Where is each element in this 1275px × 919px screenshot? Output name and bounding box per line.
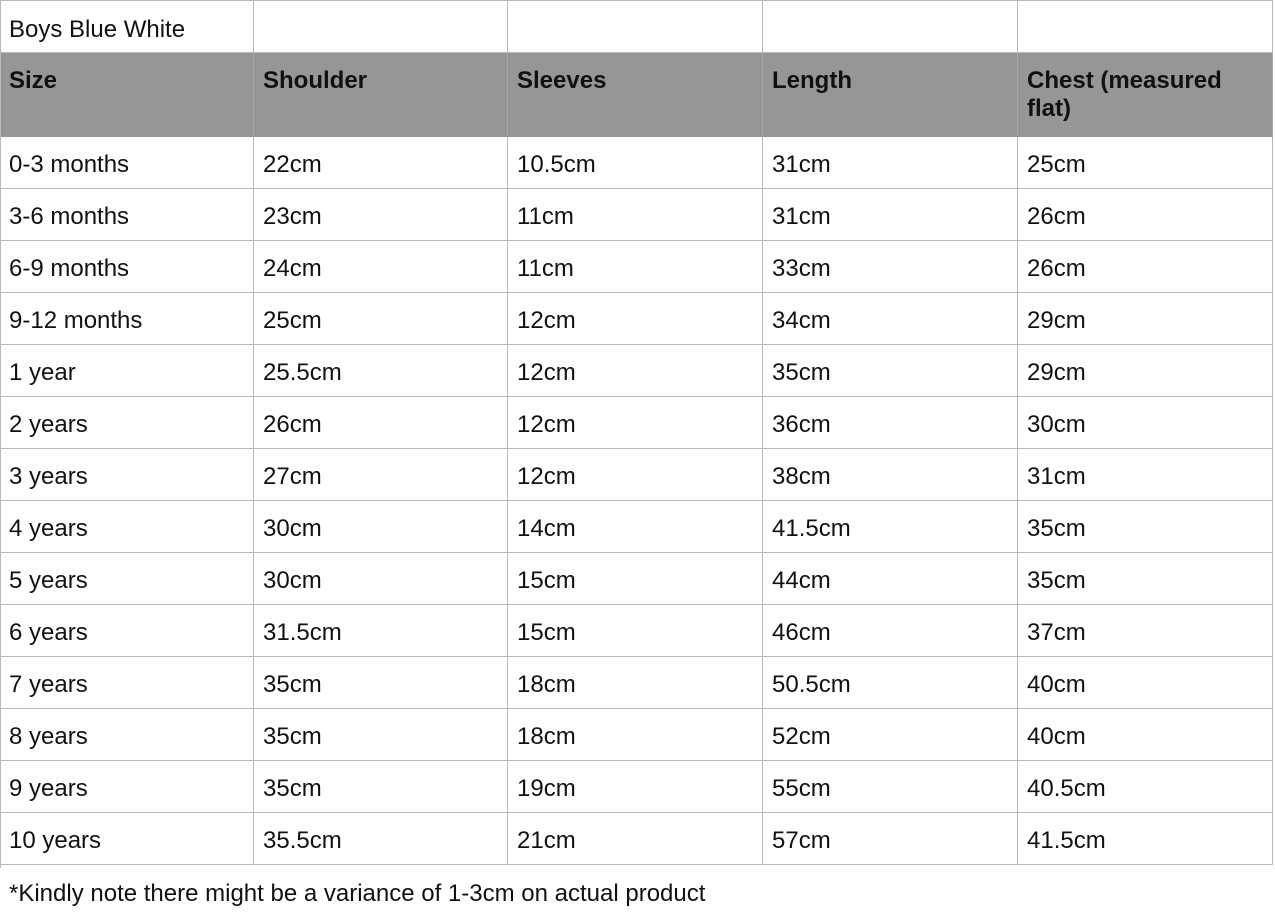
table-row <box>0 761 1273 813</box>
cell-sleeves: 19cm <box>508 761 763 812</box>
cell-chest: 40cm <box>1018 709 1273 760</box>
cell-sleeves: 11cm <box>508 189 763 240</box>
cell-size: 10 years <box>0 813 254 864</box>
cell-chest: 37cm <box>1018 605 1273 656</box>
table-row <box>0 137 1273 189</box>
cell-length: 38cm <box>763 449 1018 500</box>
cell-length: 31cm <box>763 189 1018 240</box>
cell-length: 46cm <box>763 605 1018 656</box>
cell-size: 2 years <box>0 397 254 448</box>
grid-left-border <box>0 0 1 868</box>
cell-size: 0-3 months <box>0 137 254 188</box>
cell-chest: 30cm <box>1018 397 1273 448</box>
cell-chest: 41.5cm <box>1018 813 1273 864</box>
empty-cell <box>1018 1 1273 52</box>
cell-chest: 25cm <box>1018 137 1273 188</box>
cell-sleeves: 18cm <box>508 657 763 708</box>
cell-chest: 26cm <box>1018 241 1273 292</box>
cell-shoulder: 31.5cm <box>254 605 508 656</box>
table-title: Boys Blue White <box>0 1 254 52</box>
cell-sleeves: 11cm <box>508 241 763 292</box>
cell-size: 9-12 months <box>0 293 254 344</box>
cell-length: 44cm <box>763 553 1018 604</box>
cell-length: 41.5cm <box>763 501 1018 552</box>
table-row <box>0 605 1273 657</box>
cell-shoulder: 22cm <box>254 137 508 188</box>
cell-size: 9 years <box>0 761 254 812</box>
cell-size: 5 years <box>0 553 254 604</box>
cell-sleeves: 12cm <box>508 449 763 500</box>
cell-size: 6-9 months <box>0 241 254 292</box>
column-header-shoulder: Shoulder <box>254 53 508 136</box>
cell-sleeves: 14cm <box>508 501 763 552</box>
column-header-size: Size <box>0 53 254 136</box>
cell-sleeves: 21cm <box>508 813 763 864</box>
cell-sleeves: 15cm <box>508 605 763 656</box>
title-row <box>0 0 1273 53</box>
cell-shoulder: 26cm <box>254 397 508 448</box>
cell-shoulder: 24cm <box>254 241 508 292</box>
cell-chest: 29cm <box>1018 293 1273 344</box>
cell-shoulder: 27cm <box>254 449 508 500</box>
cell-size: 8 years <box>0 709 254 760</box>
table-row <box>0 241 1273 293</box>
table-row <box>0 501 1273 553</box>
cell-length: 36cm <box>763 397 1018 448</box>
header-row <box>0 53 1273 137</box>
cell-size: 4 years <box>0 501 254 552</box>
table-row <box>0 449 1273 501</box>
cell-shoulder: 35cm <box>254 709 508 760</box>
table-row <box>0 345 1273 397</box>
cell-length: 55cm <box>763 761 1018 812</box>
table-row <box>0 813 1273 865</box>
cell-shoulder: 35cm <box>254 761 508 812</box>
table-row <box>0 553 1273 605</box>
cell-chest: 35cm <box>1018 553 1273 604</box>
cell-size: 3 years <box>0 449 254 500</box>
cell-shoulder: 25cm <box>254 293 508 344</box>
variance-note: *Kindly note there might be a variance of 1-3cm on actual product <box>9 880 706 907</box>
empty-cell <box>254 1 508 52</box>
cell-sleeves: 12cm <box>508 345 763 396</box>
cell-sleeves: 15cm <box>508 553 763 604</box>
cell-chest: 40.5cm <box>1018 761 1273 812</box>
table-row <box>0 397 1273 449</box>
cell-shoulder: 35.5cm <box>254 813 508 864</box>
cell-size: 6 years <box>0 605 254 656</box>
column-header-sleeves: Sleeves <box>508 53 763 136</box>
cell-size: 3-6 months <box>0 189 254 240</box>
cell-size: 1 year <box>0 345 254 396</box>
cell-sleeves: 18cm <box>508 709 763 760</box>
cell-sleeves: 10.5cm <box>508 137 763 188</box>
cell-shoulder: 30cm <box>254 501 508 552</box>
cell-shoulder: 30cm <box>254 553 508 604</box>
cell-chest: 26cm <box>1018 189 1273 240</box>
cell-length: 31cm <box>763 137 1018 188</box>
cell-length: 57cm <box>763 813 1018 864</box>
table-row <box>0 293 1273 345</box>
table-row <box>0 709 1273 761</box>
cell-shoulder: 23cm <box>254 189 508 240</box>
cell-size: 7 years <box>0 657 254 708</box>
cell-length: 50.5cm <box>763 657 1018 708</box>
cell-shoulder: 25.5cm <box>254 345 508 396</box>
cell-length: 52cm <box>763 709 1018 760</box>
cell-shoulder: 35cm <box>254 657 508 708</box>
cell-chest: 31cm <box>1018 449 1273 500</box>
table-row <box>0 657 1273 709</box>
column-header-length: Length <box>763 53 1018 136</box>
empty-cell <box>508 1 763 52</box>
cell-sleeves: 12cm <box>508 397 763 448</box>
cell-sleeves: 12cm <box>508 293 763 344</box>
cell-length: 35cm <box>763 345 1018 396</box>
table-row <box>0 189 1273 241</box>
cell-length: 33cm <box>763 241 1018 292</box>
cell-chest: 29cm <box>1018 345 1273 396</box>
cell-chest: 35cm <box>1018 501 1273 552</box>
empty-cell <box>763 1 1018 52</box>
cell-chest: 40cm <box>1018 657 1273 708</box>
cell-length: 34cm <box>763 293 1018 344</box>
column-header-chest: Chest (measured flat) <box>1018 53 1273 136</box>
